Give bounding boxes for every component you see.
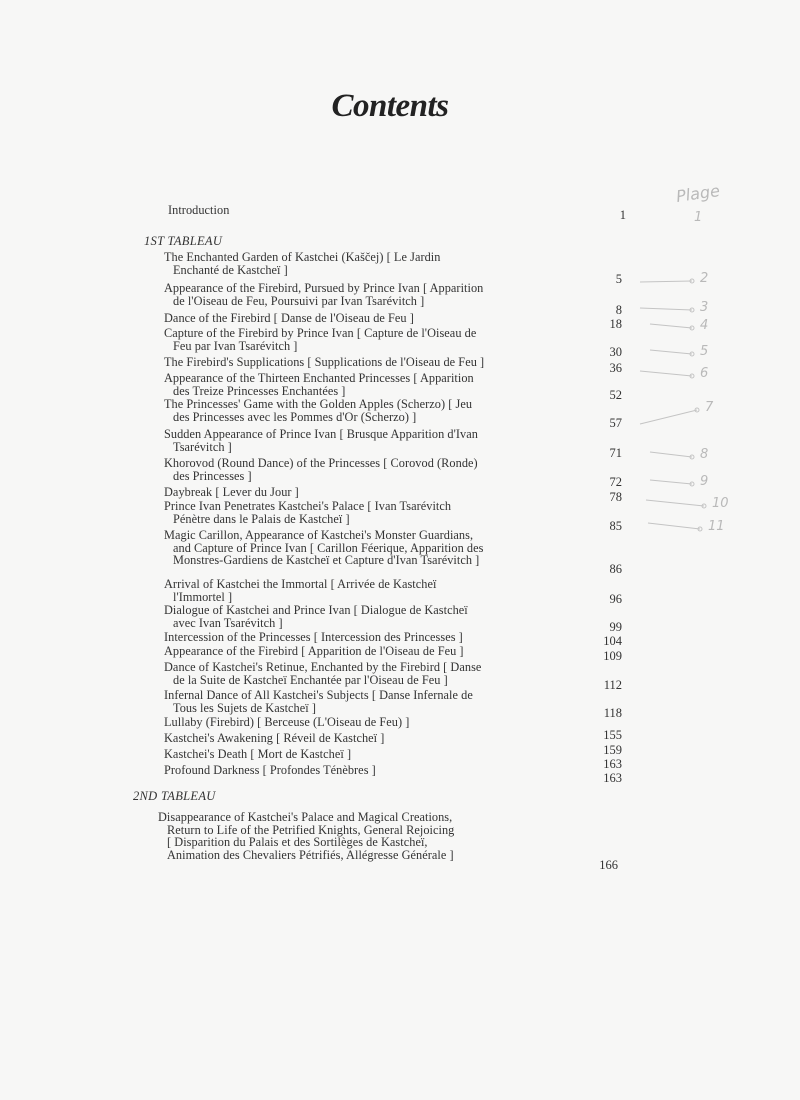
toc-page-number: 57 bbox=[609, 416, 622, 430]
pencil-track-number: 11 bbox=[708, 519, 725, 534]
page-title: Contents bbox=[331, 88, 449, 124]
toc-entry-line: Disappearance of Kastchei's Palace and Magical Creations, bbox=[158, 810, 453, 824]
toc-entry-line: de la Suite de Kastcheï Enchantée par l'Oiseau de Feu ] bbox=[173, 672, 448, 687]
toc-entry-line: Lullaby (Firebird) [ Berceuse (L'Oiseau de Feu) ] bbox=[164, 715, 410, 729]
section-heading-1st-tableau: 1ST TABLEAU bbox=[144, 234, 223, 248]
toc-entry-line: Animation des Chevaliers Pétrifiés, Allégresse Générale ] bbox=[167, 847, 454, 862]
toc-entry-line: [ Disparition du Palais et des Sortilèges de Kastcheï, bbox=[167, 835, 428, 849]
toc-entry-line: Infernal Dance of All Kastchei's Subjects [ Danse Infernale de bbox=[164, 688, 473, 702]
toc-entry-line: des Princesses ] bbox=[173, 468, 252, 483]
pencil-arrow bbox=[648, 523, 700, 529]
toc-entry-line: Feu par Ivan Tsarévitch ] bbox=[173, 338, 298, 353]
toc-entry-line: Appearance of the Firebird [ Apparition de l'Oiseau de Feu ] bbox=[164, 644, 464, 658]
toc-entry-line: Prince Ivan Penetrates Kastchei's Palace [ Ivan Tsarévitch bbox=[164, 499, 452, 513]
pencil-track-number: 3 bbox=[700, 300, 709, 315]
toc-entry-line: Kastchei's Awakening [ Réveil de Kastcheï ] bbox=[164, 731, 385, 745]
toc-entry-line: Khorovod (Round Dance) of the Princesses [ Corovod (Ronde) bbox=[164, 456, 478, 470]
pencil-track-number: 2 bbox=[700, 271, 709, 286]
pencil-track-number: 7 bbox=[705, 400, 714, 415]
toc-entry-line: des Treize Princesses Enchantées ] bbox=[173, 383, 346, 398]
toc-entry-line: Profound Darkness [ Profondes Ténèbres ] bbox=[164, 763, 376, 777]
toc-entry-line: and Capture of Prince Ivan [ Carillon Féerique, Apparition des bbox=[173, 540, 484, 555]
toc-page-number: 163 bbox=[603, 771, 622, 785]
pencil-track-1: 1 bbox=[694, 210, 703, 225]
pencil-arrow bbox=[650, 324, 692, 328]
pencil-arrow bbox=[650, 480, 692, 484]
toc-entry-line: Monstres-Gardiens de Kastcheï et Capture d'Ivan Tsarévitch ] bbox=[173, 553, 480, 567]
toc-entry-line: avec Ivan Tsarévitch ] bbox=[173, 615, 283, 630]
toc-page-number: 118 bbox=[603, 706, 622, 720]
toc-page-number: 72 bbox=[609, 475, 622, 489]
toc-entry-line: Kastchei's Death [ Mort de Kastcheï ] bbox=[164, 747, 352, 761]
pencil-arrow bbox=[640, 371, 692, 376]
pencil-track-number: 10 bbox=[712, 496, 729, 511]
toc-page-number: 52 bbox=[609, 388, 622, 402]
toc-page-number: 36 bbox=[609, 361, 622, 375]
toc-page-number: 104 bbox=[603, 634, 622, 648]
toc-page-number: 163 bbox=[603, 757, 622, 771]
pencil-track-number: 5 bbox=[700, 344, 709, 359]
toc-entry-line: Sudden Appearance of Prince Ivan [ Brusque Apparition d'Ivan bbox=[164, 427, 478, 441]
toc-page-number: 5 bbox=[615, 272, 622, 286]
toc-page-number: 86 bbox=[609, 562, 622, 576]
toc-page-number: 71 bbox=[609, 446, 622, 460]
toc-entry-line: Magic Carillon, Appearance of Kastchei's Monster Guardians, bbox=[164, 528, 474, 542]
pencil-annotation-header: Plage bbox=[674, 181, 722, 206]
pencil-arrow bbox=[650, 350, 692, 354]
toc-page-number: 109 bbox=[603, 649, 622, 663]
toc-page-number: 8 bbox=[615, 303, 622, 317]
toc-entry-line: Pénètre dans le Palais de Kastcheï ] bbox=[173, 511, 350, 526]
toc-page-number: 85 bbox=[609, 519, 622, 533]
toc-entry-line: The Enchanted Garden of Kastchei (Kaščej) [ Le Jardin bbox=[164, 250, 441, 264]
toc-entry-line: l'Immortel ] bbox=[173, 589, 233, 604]
toc-entry-line: Appearance of the Thirteen Enchanted Princesses [ Apparition bbox=[164, 371, 474, 385]
toc-page-number: 30 bbox=[609, 345, 622, 359]
pencil-track-number: 8 bbox=[700, 447, 709, 462]
toc-entry-line: Enchanté de Kastcheï ] bbox=[173, 262, 288, 277]
toc-entry-line: des Princesses avec les Pommes d'Or (Scherzo) ] bbox=[173, 409, 417, 424]
toc-page-number: 99 bbox=[609, 620, 622, 634]
pencil-arrow bbox=[650, 452, 692, 457]
toc-entry-line: de l'Oiseau de Feu, Poursuivi par Ivan Tsarévitch ] bbox=[173, 293, 425, 308]
pencil-track-number: 4 bbox=[700, 318, 709, 333]
toc-entry-line: Capture of the Firebird by Prince Ivan [ Capture de l'Oiseau de bbox=[164, 326, 477, 340]
pencil-arrow bbox=[640, 410, 697, 424]
toc-page-number: 96 bbox=[609, 592, 622, 606]
toc-page-number: 155 bbox=[603, 728, 622, 742]
toc-entry-line: Intercession of the Princesses [ Intercession des Princesses ] bbox=[164, 630, 463, 644]
toc-entry-line: Return to Life of the Petrified Knights, General Rejoicing bbox=[167, 822, 455, 837]
toc-entry-line: Dance of Kastchei's Retinue, Enchanted by the Firebird [ Danse bbox=[164, 660, 482, 674]
toc-entry-line: Appearance of the Firebird, Pursued by Prince Ivan [ Apparition bbox=[164, 281, 484, 295]
pencil-arrow bbox=[640, 308, 692, 310]
toc-page-number: 18 bbox=[609, 317, 622, 331]
section-heading-2nd-tableau: 2ND TABLEAU bbox=[133, 789, 216, 803]
pencil-arrow bbox=[646, 500, 704, 506]
toc-entry-text: Introduction bbox=[168, 203, 230, 217]
toc-page-number: 78 bbox=[609, 490, 622, 504]
pencil-arrow bbox=[640, 281, 692, 282]
toc-entry-line: Tsarévitch ] bbox=[173, 439, 232, 454]
pencil-track-number: 6 bbox=[700, 366, 709, 381]
toc-entry-line: Daybreak [ Lever du Jour ] bbox=[164, 485, 299, 499]
toc-entry-line: Arrival of Kastchei the Immortal [ Arrivée de Kastcheï bbox=[164, 577, 437, 591]
toc-page-number: 166 bbox=[599, 858, 618, 872]
pencil-track-number: 9 bbox=[700, 474, 709, 489]
toc-entry-line: The Princesses' Game with the Golden Apples (Scherzo) [ Jeu bbox=[164, 397, 473, 411]
toc-page-number: 112 bbox=[603, 678, 622, 692]
toc-entry-line: Dialogue of Kastchei and Prince Ivan [ Dialogue de Kastcheï bbox=[164, 603, 468, 617]
toc-entry-line: The Firebird's Supplications [ Supplications de l'Oiseau de Feu ] bbox=[164, 355, 485, 369]
toc-page-number: 1 bbox=[619, 208, 626, 222]
toc-page-number: 159 bbox=[603, 743, 622, 757]
toc-entry-line: Dance of the Firebird [ Danse de l'Oiseau de Feu ] bbox=[164, 311, 414, 325]
toc-entry-line: Tous les Sujets de Kastcheï ] bbox=[173, 700, 317, 715]
